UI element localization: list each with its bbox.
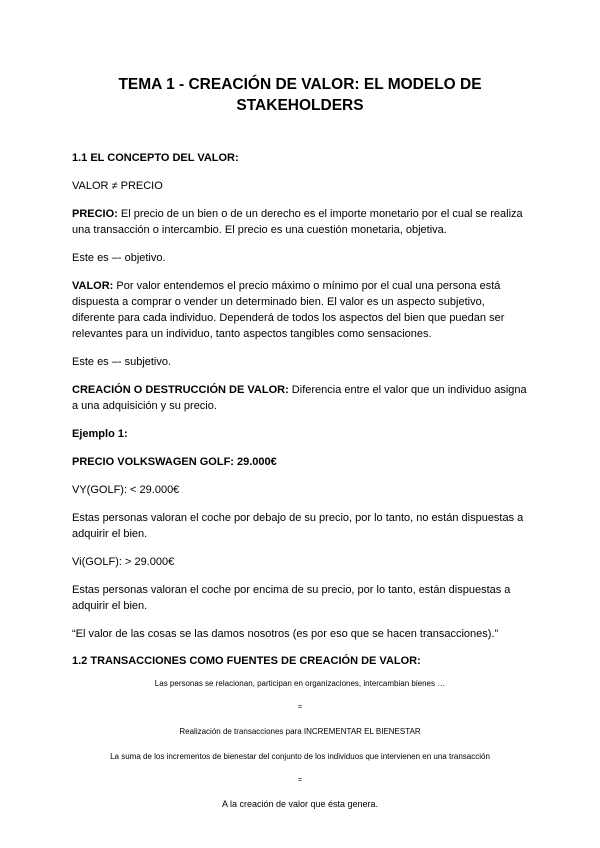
valor-subjetivo-note: Este es –- subjetivo. bbox=[72, 356, 172, 368]
flow-equals-1: = bbox=[297, 704, 303, 711]
flow-equals-2: = bbox=[297, 777, 303, 784]
valor-text: Por valor entendemos el precio máximo o mínimo por el cual una persona está dispuesta a comprar o vender un determinado bien. El valor es un aspecto subjetivo, diferente para cada individuo. Dependerá de todos los aspectos del bien que puedan ser relevantes para un individuo, tanto aspectos tangibles como sensaciones. bbox=[72, 280, 505, 340]
creacion-label: CREACIÓN O DESTRUCCIÓN DE VALOR: bbox=[72, 384, 289, 396]
precio-definition bbox=[72, 206, 528, 238]
valor-ne-precio: VALOR ≠ PRECIO bbox=[72, 180, 163, 192]
creacion-text: Diferencia entre el valor que un individuo asigna a una adquisición y su precio. bbox=[72, 384, 527, 412]
precio-label: PRECIO: bbox=[72, 208, 118, 220]
flow-line-2: Realización de transacciones para INCREMENTAR EL BIENESTAR bbox=[179, 727, 421, 736]
section-2-heading: 1.2 TRANSACCIONES COMO FUENTES DE CREACIÓN DE VALOR: bbox=[72, 655, 421, 667]
quote: “El valor de las cosas se las damos nosotros (es por eso que se hacen transacciones).” bbox=[72, 628, 499, 640]
vi-explanation: Estas personas valoran el coche por encima de su precio, por lo tanto, están dispuestas a adquirir el bien. bbox=[72, 584, 511, 612]
section-1-heading: 1.1 EL CONCEPTO DEL VALOR: bbox=[72, 152, 239, 164]
precio-golf: PRECIO VOLKSWAGEN GOLF: 29.000€ bbox=[72, 456, 277, 468]
ejemplo-heading: Ejemplo 1: bbox=[72, 428, 128, 440]
title-line-2: STAKEHOLDERS bbox=[236, 97, 364, 114]
precio-text: El precio de un bien o de un derecho es el importe monetario por el cual se realiza una transacción o intercambio. El precio es una cuestión monetaria, objetiva. bbox=[72, 208, 523, 236]
title-line-1: TEMA 1 - CREACIÓN DE VALOR: EL MODELO DE bbox=[118, 76, 482, 93]
precio-objetivo-note: Este es –- objetivo. bbox=[72, 252, 166, 264]
vi-golf: Vi(GOLF): > 29.000€ bbox=[72, 556, 175, 568]
vy-explanation: Estas personas valoran el coche por debajo de su precio, por lo tanto, no están dispuestas a adquirir el bien. bbox=[72, 512, 524, 540]
vy-golf: VY(GOLF): < 29.000€ bbox=[72, 484, 180, 496]
flow-line-4: A la creación de valor que ésta genera. bbox=[221, 799, 379, 809]
creacion-definition bbox=[72, 382, 528, 414]
flow-line-3: La suma de los incrementos de bienestar del conjunto de los individuos que intervienen en una transacción bbox=[110, 752, 490, 761]
flow-line-1: Las personas se relacionan, participan en organizaciones, intercambian bienes … bbox=[154, 679, 446, 688]
page-title bbox=[72, 0, 528, 116]
valor-definition bbox=[72, 278, 528, 342]
valor-label: VALOR: bbox=[72, 280, 114, 292]
